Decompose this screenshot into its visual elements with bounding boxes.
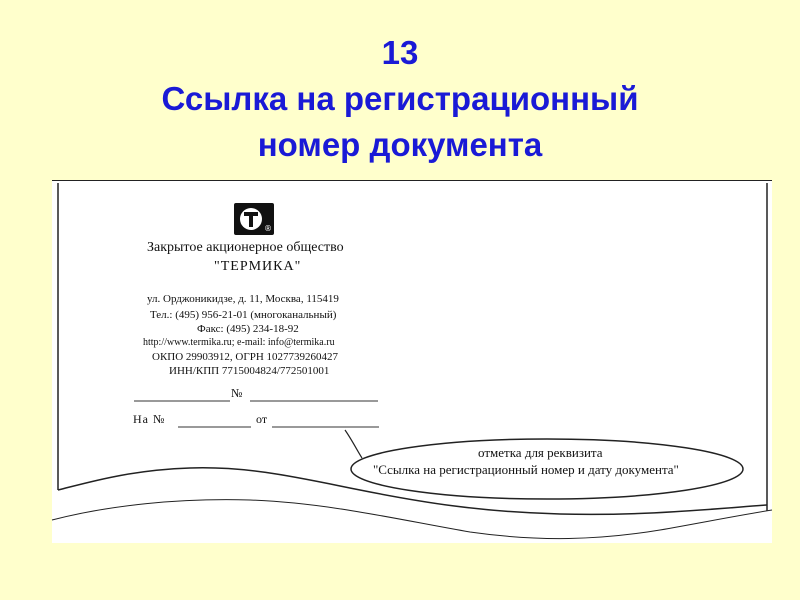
page-shadow-fill (52, 500, 772, 541)
title-line-2: номер документа (257, 126, 543, 163)
ref-number-label: На № (133, 412, 166, 426)
callout-pointer (345, 430, 362, 458)
company-name-line-2: "ТЕРМИКА" (214, 259, 302, 274)
company-address: ул. Орджоникидзе, д. 11, Москва, 115419 (147, 293, 339, 305)
reg-number-sign: № (231, 386, 243, 400)
company-inn-kpp: ИНН/КПП 7715004824/772501001 (169, 365, 330, 377)
company-fax: Факс: (495) 234-18-92 (197, 323, 299, 335)
company-web-email: http://www.termika.ru; e-mail: info@termika.ru (143, 337, 335, 348)
title-line-1: Ссылка на регистрационный (161, 80, 639, 117)
callout-line-2: "Ссылка на регистрационный номер и дату документа" (373, 462, 679, 477)
callout-line-1: отметка для реквизита (478, 445, 603, 460)
company-logo: ® (234, 203, 274, 235)
company-phone: Тел.: (495) 956-21-01 (многоканальный) (150, 309, 337, 321)
company-name-line-1: Закрытое акционерное общество (147, 240, 344, 255)
ref-from-label: от (256, 412, 268, 426)
company-okpo-ogrn: ОКПО 29903912, ОГРН 1027739260427 (152, 351, 339, 363)
slide-number: 13 (381, 34, 419, 71)
